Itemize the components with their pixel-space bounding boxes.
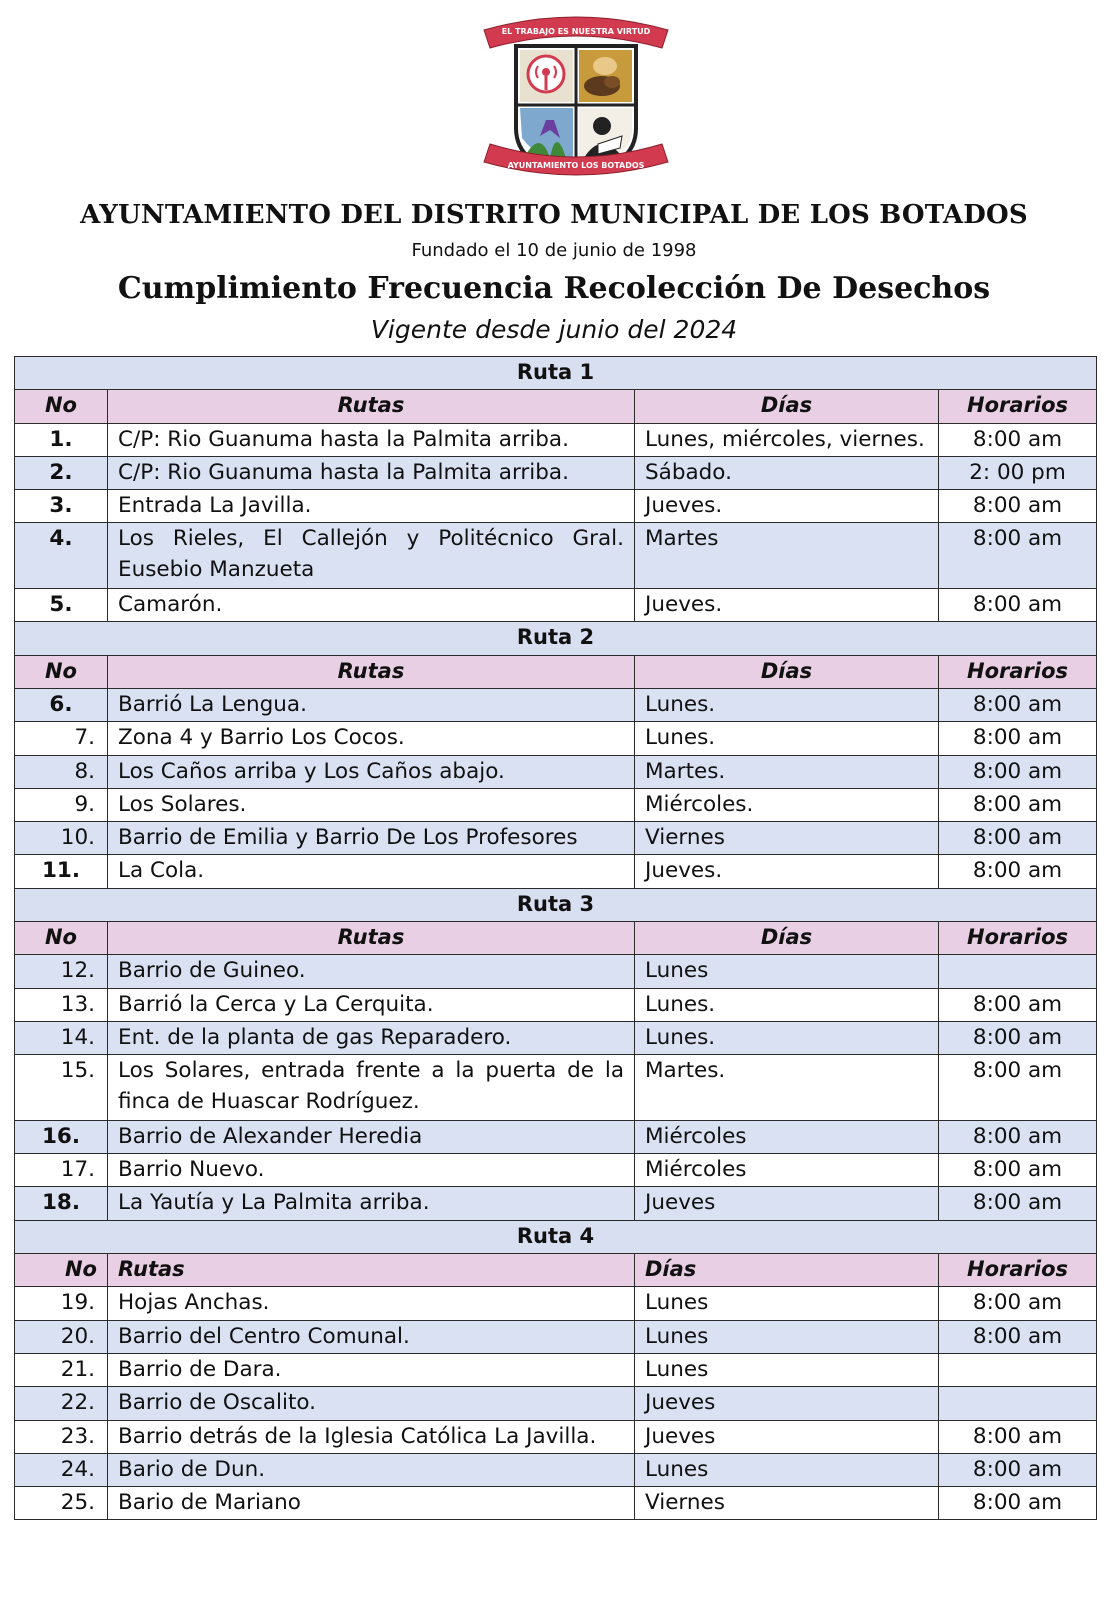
row-number: 15. <box>15 1055 108 1121</box>
row-days: Jueves. <box>635 589 939 622</box>
table-row <box>15 1055 1097 1121</box>
row-time: 8:00 am <box>939 855 1097 888</box>
row-route: La Yautía y La Palmita arriba. <box>108 1187 635 1220</box>
table-row <box>15 955 1097 988</box>
row-time: 8:00 am <box>939 490 1097 523</box>
row-time: 8:00 am <box>939 822 1097 855</box>
row-time: 8:00 am <box>939 755 1097 788</box>
row-route: Bario de Mariano <box>108 1487 635 1520</box>
header-dias: Días <box>635 390 939 423</box>
row-days: Lunes. <box>635 722 939 755</box>
row-route: Zona 4 y Barrio Los Cocos. <box>108 722 635 755</box>
row-route: Barrio Nuevo. <box>108 1154 635 1187</box>
row-days: Lunes. <box>635 688 939 721</box>
row-route: La Cola. <box>108 855 635 888</box>
row-route: Barrió La Lengua. <box>108 688 635 721</box>
header-horarios: Horarios <box>939 390 1097 423</box>
table-row <box>15 1287 1097 1320</box>
table-row <box>15 1387 1097 1420</box>
row-time: 8:00 am <box>939 423 1097 456</box>
row-time: 8:00 am <box>939 722 1097 755</box>
row-route: C/P: Rio Guanuma hasta la Palmita arriba. <box>108 456 635 489</box>
row-number: 2. <box>15 456 108 489</box>
row-days: Sábado. <box>635 456 939 489</box>
row-route: Los Solares, entrada frente a la puerta de la finca de Huascar Rodríguez. <box>108 1055 635 1121</box>
row-route: Entrada La Javilla. <box>108 490 635 523</box>
row-time <box>939 1353 1097 1386</box>
row-days: Viernes <box>635 822 939 855</box>
svg-text:EL TRABAJO ES NUESTRA VIRTUD: EL TRABAJO ES NUESTRA VIRTUD <box>501 27 651 36</box>
row-number: 20. <box>15 1320 108 1353</box>
municipal-coat-of-arms <box>480 8 672 193</box>
row-days: Jueves <box>635 1420 939 1453</box>
table-row <box>15 855 1097 888</box>
row-time: 8:00 am <box>939 1120 1097 1153</box>
row-days: Lunes <box>635 1320 939 1353</box>
route-title: Ruta 3 <box>15 888 1097 921</box>
row-number: 23. <box>15 1420 108 1453</box>
row-days: Jueves <box>635 1187 939 1220</box>
row-days: Jueves <box>635 1387 939 1420</box>
row-route: Ent. de la planta de gas Reparadero. <box>108 1021 635 1054</box>
row-route: Barrio de Emilia y Barrio De Los Profesores <box>108 822 635 855</box>
row-number: 4. <box>15 523 108 589</box>
row-number: 24. <box>15 1453 108 1486</box>
row-route: Camarón. <box>108 589 635 622</box>
row-days: Miércoles <box>635 1120 939 1153</box>
row-route: Los Caños arriba y Los Caños abajo. <box>108 755 635 788</box>
header-horarios: Horarios <box>939 922 1097 955</box>
row-number: 8. <box>15 755 108 788</box>
row-number: 1. <box>15 423 108 456</box>
row-route: Barrio de Oscalito. <box>108 1387 635 1420</box>
header-no: No <box>15 1254 108 1287</box>
table-row <box>15 1320 1097 1353</box>
table-row <box>15 1120 1097 1153</box>
row-time: 8:00 am <box>939 1487 1097 1520</box>
route-title: Ruta 2 <box>15 622 1097 655</box>
row-number: 19. <box>15 1287 108 1320</box>
row-days: Miércoles. <box>635 788 939 821</box>
row-days: Lunes, miércoles, viernes. <box>635 423 939 456</box>
row-days: Lunes <box>635 1287 939 1320</box>
row-time: 8:00 am <box>939 1320 1097 1353</box>
row-time: 8:00 am <box>939 1420 1097 1453</box>
row-time: 8:00 am <box>939 788 1097 821</box>
route-title: Ruta 4 <box>15 1220 1097 1253</box>
row-number: 21. <box>15 1353 108 1386</box>
table-row <box>15 1353 1097 1386</box>
row-time: 8:00 am <box>939 1021 1097 1054</box>
row-number: 3. <box>15 490 108 523</box>
row-number: 11. <box>15 855 108 888</box>
header-rutas: Rutas <box>108 390 635 423</box>
route-heading <box>15 622 1097 655</box>
table-row <box>15 788 1097 821</box>
founded-date: Fundado el 10 de junio de 1998 <box>411 240 697 261</box>
header-no: No <box>15 390 108 423</box>
row-days: Viernes <box>635 1487 939 1520</box>
table-row <box>15 423 1097 456</box>
row-time <box>939 1387 1097 1420</box>
row-time: 8:00 am <box>939 1154 1097 1187</box>
table-row <box>15 1154 1097 1187</box>
route-heading <box>15 888 1097 921</box>
column-header-row <box>15 922 1097 955</box>
header-horarios: Horarios <box>939 1254 1097 1287</box>
table-row <box>15 490 1097 523</box>
row-days: Martes. <box>635 755 939 788</box>
row-days: Jueves. <box>635 855 939 888</box>
row-time <box>939 955 1097 988</box>
table-row <box>15 988 1097 1021</box>
collection-schedule-table <box>14 356 1097 1520</box>
row-days: Lunes <box>635 1353 939 1386</box>
row-route: C/P: Rio Guanuma hasta la Palmita arriba. <box>108 423 635 456</box>
row-route: Los Rieles, El Callejón y Politécnico Gral. Eusebio Manzueta <box>108 523 635 589</box>
row-number: 6. <box>15 688 108 721</box>
header-dias: Días <box>635 922 939 955</box>
header-horarios: Horarios <box>939 655 1097 688</box>
row-route: Barrió la Cerca y La Cerquita. <box>108 988 635 1021</box>
row-time: 8:00 am <box>939 1055 1097 1121</box>
route-heading <box>15 1220 1097 1253</box>
header-rutas: Rutas <box>108 922 635 955</box>
header-no: No <box>15 922 108 955</box>
row-route: Hojas Anchas. <box>108 1287 635 1320</box>
table-row <box>15 822 1097 855</box>
row-time: 8:00 am <box>939 589 1097 622</box>
table-row <box>15 1487 1097 1520</box>
row-number: 17. <box>15 1154 108 1187</box>
table-row <box>15 456 1097 489</box>
row-route: Barrio de Guineo. <box>108 955 635 988</box>
route-title: Ruta 1 <box>15 357 1097 390</box>
table-row <box>15 1420 1097 1453</box>
row-number: 12. <box>15 955 108 988</box>
table-row <box>15 1021 1097 1054</box>
row-time: 8:00 am <box>939 1187 1097 1220</box>
row-number: 5. <box>15 589 108 622</box>
row-number: 18. <box>15 1187 108 1220</box>
row-days: Jueves. <box>635 490 939 523</box>
row-route: Los Solares. <box>108 788 635 821</box>
row-time: 8:00 am <box>939 1453 1097 1486</box>
row-days: Martes <box>635 523 939 589</box>
header-rutas: Rutas <box>108 655 635 688</box>
row-route: Bario de Dun. <box>108 1453 635 1486</box>
row-days: Lunes <box>635 955 939 988</box>
row-route: Barrio de Alexander Heredia <box>108 1120 635 1153</box>
row-number: 9. <box>15 788 108 821</box>
row-days: Lunes <box>635 1453 939 1486</box>
route-heading <box>15 357 1097 390</box>
column-header-row <box>15 390 1097 423</box>
column-header-row <box>15 1254 1097 1287</box>
table-row <box>15 722 1097 755</box>
table-row <box>15 1187 1097 1220</box>
header-rutas: Rutas <box>108 1254 635 1287</box>
table-row <box>15 1453 1097 1486</box>
svg-text:AYUNTAMIENTO LOS BOTADOS: AYUNTAMIENTO LOS BOTADOS <box>507 161 645 170</box>
table-row <box>15 688 1097 721</box>
header-dias: Días <box>635 1254 939 1287</box>
row-route: Barrio de Dara. <box>108 1353 635 1386</box>
row-route: Barrio del Centro Comunal. <box>108 1320 635 1353</box>
row-number: 16. <box>15 1120 108 1153</box>
table-row <box>15 523 1097 589</box>
effective-date: Vigente desde junio del 2024 <box>370 315 738 344</box>
column-header-row <box>15 655 1097 688</box>
row-time: 8:00 am <box>939 523 1097 589</box>
header-dias: Días <box>635 655 939 688</box>
row-time: 8:00 am <box>939 988 1097 1021</box>
row-route: Barrio detrás de la Iglesia Católica La Javilla. <box>108 1420 635 1453</box>
row-time: 8:00 am <box>939 688 1097 721</box>
row-number: 22. <box>15 1387 108 1420</box>
table-row <box>15 589 1097 622</box>
row-days: Lunes. <box>635 1021 939 1054</box>
row-days: Lunes. <box>635 988 939 1021</box>
document-title: Cumplimiento Frecuencia Recolección De Desechos <box>117 271 991 306</box>
row-days: Miércoles <box>635 1154 939 1187</box>
row-time: 8:00 am <box>939 1287 1097 1320</box>
row-number: 10. <box>15 822 108 855</box>
header-no: No <box>15 655 108 688</box>
row-number: 14. <box>15 1021 108 1054</box>
row-number: 7. <box>15 722 108 755</box>
row-days: Martes. <box>635 1055 939 1121</box>
row-number: 25. <box>15 1487 108 1520</box>
organization-name: AYUNTAMIENTO DEL DISTRITO MUNICIPAL DE LOS BOTADOS <box>80 200 1028 230</box>
table-row <box>15 755 1097 788</box>
row-time: 2: 00 pm <box>939 456 1097 489</box>
row-number: 13. <box>15 988 108 1021</box>
